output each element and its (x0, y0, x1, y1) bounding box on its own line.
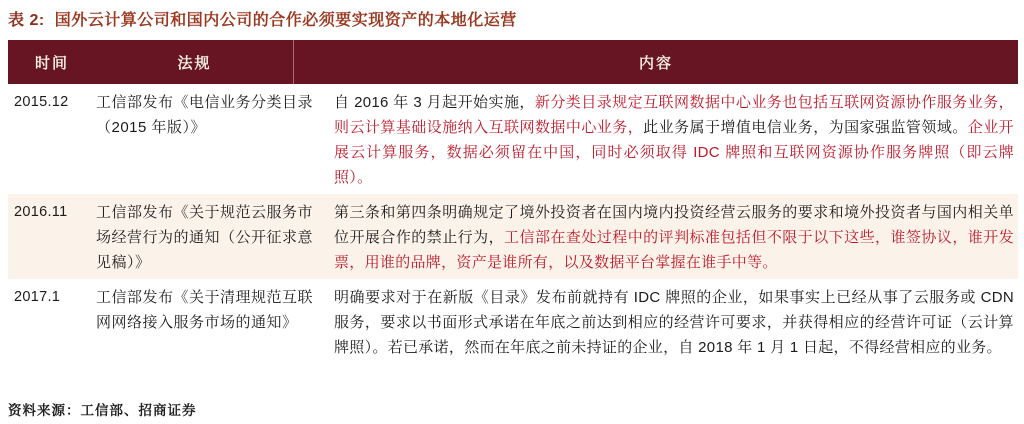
cell-time: 2015.12 (14, 94, 69, 110)
table-header-row (8, 40, 1018, 84)
content-segment: 第三条和第四条明确规定了境外投资者在国内境内投资经营云服务的要求和境外投资者与国内相关单位开展合作的禁止行为， (334, 204, 1014, 246)
source-note: 资料来源：工信部、招商证券 (8, 403, 197, 418)
cell-time: 2016.11 (14, 204, 68, 220)
cell-content (334, 90, 1018, 190)
column-header-time: 时间 (34, 54, 69, 72)
regulation-table (8, 40, 1018, 364)
content-segment: 明确要求对于在新版《目录》发布前就持有 IDC 牌照的企业，如果事实上已经从事了云服务或 CDN 服务，要求以书面形式承诺在年底之前达到相应的经营许可要求，并获得相应的经营许可证（云计算牌照）。若已承诺，然而在年底之前未持证的企业，自 2018 年 1 月 1 日起，不得经营相应的业务。 (334, 289, 1014, 356)
table-title (8, 7, 517, 30)
cell-content (334, 285, 1018, 360)
table-row (8, 194, 1018, 279)
table-body (8, 84, 1018, 364)
column-header-regulation: 法规 (96, 40, 294, 84)
content-highlight-segment: 企业开展云计算服务，数据必须留在中国，同时必须取得 IDC 牌照和互联网资源协作服务牌照（即云牌照）。 (334, 119, 1014, 186)
cell-time: 2017.1 (14, 289, 61, 305)
table-title-text: 国外云计算公司和国内公司的合作必须要实现资产的本地化运营 (54, 12, 517, 29)
content-highlight-segment: 工信部在查处过程中的评判标准包括但不限于以下这些，谁签协议，谁开发票，用谁的品牌，资产是谁所有，以及数据平台掌握在谁手中等。 (334, 229, 1014, 271)
content-highlight-segment: 新分类目录规定互联网数据中心业务也包括互联网资源协作服务业务，则云计算基础设施纳入互联网数据中心业务， (334, 94, 1014, 136)
column-header-content: 内容 (638, 54, 673, 72)
table-row (8, 279, 1018, 364)
cell-regulation: 工信部发布《电信业务分类目录（2015 年版）》 (96, 94, 314, 136)
table-row (8, 84, 1018, 194)
cell-regulation: 工信部发布《关于清理规范互联网网络接入服务市场的通知》 (96, 289, 314, 331)
cell-regulation: 工信部发布《关于规范云服务市场经营行为的通知（公开征求意见稿）》 (96, 204, 314, 271)
content-segment: 此业务属于增值电信业务，为国家强监管领域。 (643, 119, 968, 136)
content-segment: 自 2016 年 3 月起开始实施， (334, 94, 535, 111)
cell-content (334, 200, 1018, 275)
table-title-number: 表 2: (8, 12, 45, 29)
